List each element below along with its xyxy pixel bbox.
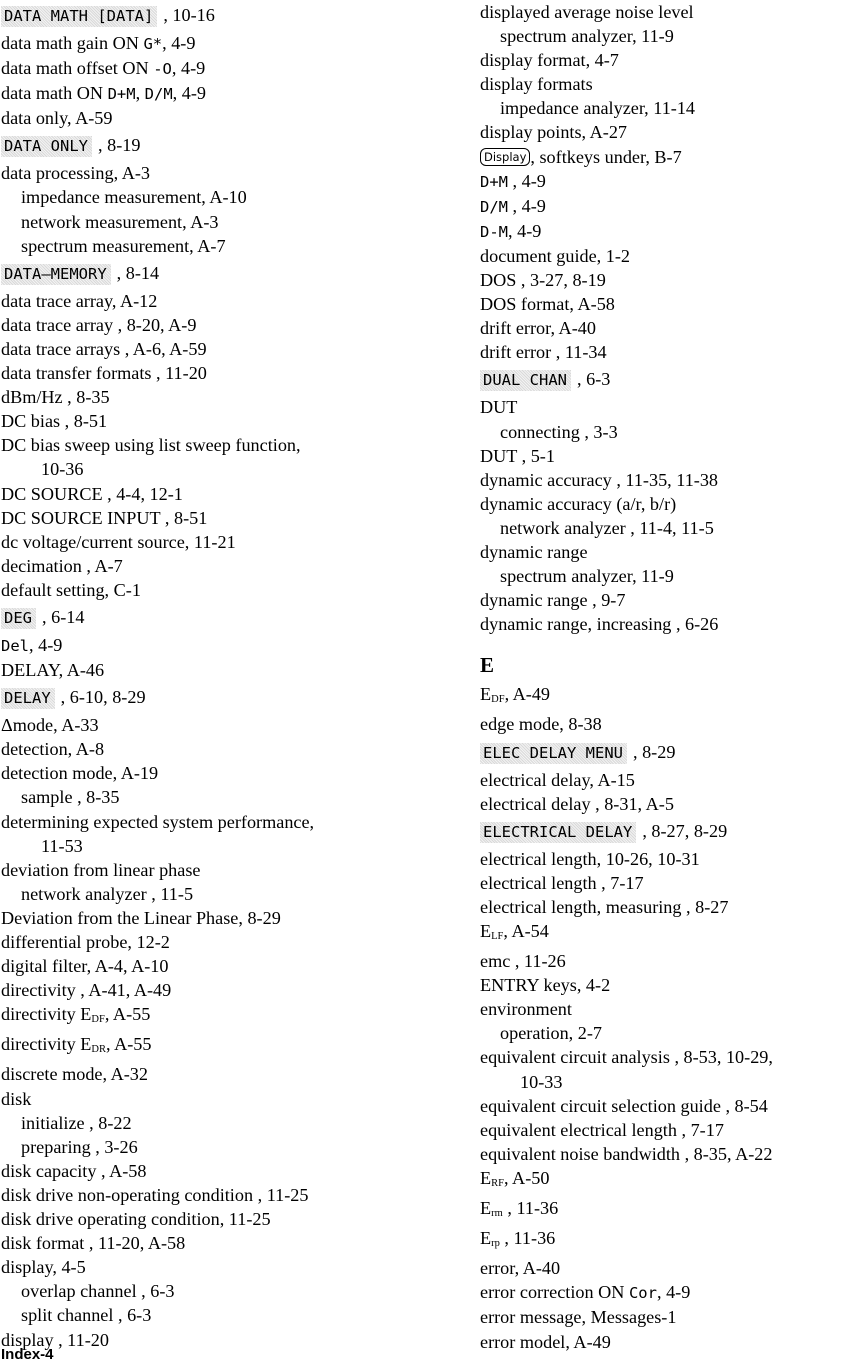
index-entry: electrical length, 10-26, 10-31	[480, 848, 700, 869]
index-entry: dynamic accuracy (a/r, b/r)	[480, 493, 677, 514]
index-entry: document guide, 1-2	[480, 245, 631, 266]
index-entry: drift error , 11-34	[480, 342, 607, 363]
index-entry: data trace arrays , A-6, A-59	[1, 338, 207, 359]
index-entry: ELEC DELAY MENU , 8-29	[480, 737, 860, 768]
index-entry: Display , softkeys under, B-7	[480, 145, 860, 169]
index-entry: DEG , 6-14	[1, 602, 451, 633]
index-entry: data trace array, A-12	[1, 290, 158, 311]
index-entry: environment	[480, 999, 572, 1020]
index-entry: dynamic range, increasing , 6-26	[480, 614, 719, 635]
code-label: -O	[153, 60, 172, 79]
index-subentry: spectrum analyzer, 11-9	[500, 26, 674, 47]
page-footer-label: Index-4	[1, 1346, 54, 1363]
index-entry: DATA MATH [DATA] , 10-16	[1, 0, 451, 31]
code-label: D-M	[480, 222, 508, 241]
softkey-label: DEG	[1, 608, 36, 629]
index-entry: Deviation from the Linear Phase, 8-29	[1, 907, 281, 928]
index-entry: ELECTRICAL DELAY , 8-27, 8-29	[480, 816, 860, 847]
softkey-label: DATA—MEMORY	[1, 264, 111, 285]
index-entry: DATA—MEMORY , 8-14	[1, 258, 451, 289]
index-entry: $E_{rp}$ , 11-36	[480, 1228, 556, 1250]
softkey-label: ELEC DELAY MENU	[480, 743, 627, 764]
index-entry: equivalent electrical length , 7-17	[480, 1119, 724, 1140]
index-entry: dBm/Hz , 8-35	[1, 387, 110, 408]
index-entry: display points, A-27	[480, 122, 628, 143]
index-entry: DOS format, A-58	[480, 294, 615, 315]
index-entry: directivity $E_{DR}$, A-55	[1, 1034, 152, 1056]
index-entry: data math ON D+M, D/M, 4-9	[1, 83, 207, 104]
index-entry: display , 11-20	[1, 1329, 109, 1350]
index-entry: drift error, A-40	[480, 318, 596, 339]
index-entry: displayed average noise level	[480, 2, 694, 22]
display-hardkey-label: Display	[480, 148, 530, 166]
index-entry: DATA ONLY , 8-19	[1, 130, 451, 161]
index-entry: $E_{rm}$ , 11-36	[480, 1198, 559, 1220]
index-entry: discrete mode, A-32	[1, 1064, 148, 1085]
index-subentry: initialize , 8-22	[21, 1112, 132, 1133]
index-entry: disk capacity , A-58	[1, 1160, 147, 1181]
index-subentry: spectrum analyzer, 11-9	[500, 566, 674, 587]
index-entry: DC SOURCE , 4-4, 12-1	[1, 483, 183, 504]
index-column-left	[1, 0, 451, 1352]
index-entry: disk drive non-operating condition , 11-25	[1, 1184, 309, 1205]
index-entry: deviation from linear phase	[1, 859, 201, 880]
section-heading-e: E	[480, 653, 495, 678]
index-entry: directivity $E_{DF}$, A-55	[1, 1004, 151, 1026]
index-subentry: network analyzer , 11-4, 11-5	[500, 517, 714, 538]
index-entry: $E_{LF}$, A-54	[480, 921, 549, 942]
index-entry: error model, A-49	[480, 1331, 611, 1352]
index-entry: equivalent circuit selection guide , 8-54	[480, 1095, 768, 1116]
index-entry: DELAY, A-46	[1, 660, 105, 681]
index-entry: D+M , 4-9	[480, 170, 546, 191]
index-entry: detection mode, A-19	[1, 763, 159, 784]
index-entry: determining expected system performance,	[1, 811, 315, 832]
index-entry: data only, A-59	[1, 108, 113, 129]
index-entry: disk format , 11-20, A-58	[1, 1233, 186, 1254]
index-subentry: spectrum measurement, A-7	[21, 235, 226, 256]
index-entry: DELAY , 6-10, 8-29	[1, 682, 451, 713]
index-entry: Del, 4-9	[1, 634, 63, 655]
index-entry: default setting, C-1	[1, 579, 141, 600]
index-entry: data transfer formats , 11-20	[1, 363, 207, 384]
index-entry: DUT , 5-1	[480, 445, 555, 466]
index-entry: data trace array , 8-20, A-9	[1, 314, 197, 335]
index-entry: Δmode, A-33	[1, 715, 99, 736]
softkey-label: DATA ONLY	[1, 136, 92, 157]
index-entry: disk drive operating condition, 11-25	[1, 1209, 271, 1230]
index-entry: error, A-40	[480, 1258, 561, 1279]
index-entry: DUAL CHAN , 6-3	[480, 364, 860, 395]
index-subentry: overlap channel , 6-3	[21, 1281, 175, 1302]
index-entry-continuation: 10-36	[41, 459, 84, 480]
index-entry: DC bias sweep using list sweep function,	[1, 435, 301, 456]
softkey-label: ELECTRICAL DELAY	[480, 822, 636, 843]
index-entry: dynamic accuracy , 11-35, 11-38	[480, 469, 719, 490]
index-entry: DOS , 3-27, 8-19	[480, 270, 606, 291]
index-entry: D/M , 4-9	[480, 195, 546, 216]
index-entry: error correction ON Cor, 4-9	[480, 1282, 691, 1303]
index-entry: digital filter, A-4, A-10	[1, 956, 169, 977]
index-entry-continuation: 11-53	[41, 835, 83, 856]
index-subentry: split channel , 6-3	[21, 1305, 152, 1326]
code-label: Del	[1, 636, 29, 655]
delta-symbol: Δ	[1, 715, 13, 736]
index-entry: equivalent circuit analysis , 8-53, 10-29,	[480, 1047, 773, 1068]
index-entry: DUT	[480, 397, 518, 418]
index-subentry: network analyzer , 11-5	[21, 883, 194, 904]
code-label: G*	[143, 35, 163, 53]
index-entry: $E_{RF}$, A-50	[480, 1167, 550, 1189]
index-entry: detection, A-8	[1, 739, 105, 760]
index-entry: disk	[1, 1088, 32, 1109]
index-subentry: impedance analyzer, 11-14	[500, 98, 696, 119]
index-entry: D-M, 4-9	[480, 220, 542, 241]
index-entry: edge mode, 8-38	[480, 714, 602, 735]
index-subentry: sample , 8-35	[21, 787, 120, 808]
softkey-label: DUAL CHAN	[480, 370, 571, 391]
index-entry: ENTRY keys, 4-2	[480, 975, 611, 996]
index-entry: directivity , A-41, A-49	[1, 980, 172, 1001]
index-entry: DC bias , 8-51	[1, 411, 108, 432]
index-entry: data math gain ON G*, 4-9	[1, 33, 196, 53]
index-column-right	[480, 0, 860, 1354]
code-label: D/M	[480, 197, 508, 216]
softkey-label: DATA MATH [DATA]	[1, 6, 157, 27]
code-label: Cor	[628, 1284, 657, 1303]
index-entry-continuation: 10-33	[520, 1071, 563, 1092]
index-entry: data processing, A-3	[1, 163, 150, 184]
index-entry: DC SOURCE INPUT , 8-51	[1, 507, 208, 528]
index-subentry: operation, 2-7	[500, 1023, 603, 1044]
index-entry: display formats	[480, 74, 593, 95]
index-subentry: impedance measurement, A-10	[21, 187, 247, 208]
index-entry: differential probe, 12-2	[1, 932, 170, 952]
index-entry: $E_{DF}$, A-49	[480, 684, 551, 706]
code-label: D+M	[480, 172, 508, 191]
index-subentry: connecting , 3-3	[500, 421, 618, 442]
index-entry: electrical delay, A-15	[480, 769, 635, 790]
index-entry: dynamic range	[480, 541, 588, 562]
index-subentry: preparing , 3-26	[21, 1136, 138, 1157]
index-entry: electrical length, measuring , 8-27	[480, 896, 729, 917]
index-entry: data math offset ON -O, 4-9	[1, 58, 206, 79]
index-entry: error message, Messages-1	[480, 1307, 677, 1328]
index-entry: emc , 11-26	[480, 951, 566, 972]
index-entry: dc voltage/current source, 11-21	[1, 531, 236, 552]
code-label: D+M	[107, 85, 136, 104]
index-entry: electrical delay , 8-31, A-5	[480, 793, 674, 814]
index-entry: equivalent noise bandwidth , 8-35, A-22	[480, 1143, 773, 1164]
code-label: D/M	[144, 85, 173, 104]
index-entry: dynamic range , 9-7	[480, 590, 626, 611]
softkey-label: DELAY	[1, 688, 55, 709]
index-subentry: network measurement, A-3	[21, 211, 219, 232]
index-entry: display, 4-5	[1, 1257, 86, 1278]
index-entry: decimation , A-7	[1, 555, 123, 576]
index-entry: display format, 4-7	[480, 50, 619, 71]
index-entry: electrical length , 7-17	[480, 872, 644, 893]
